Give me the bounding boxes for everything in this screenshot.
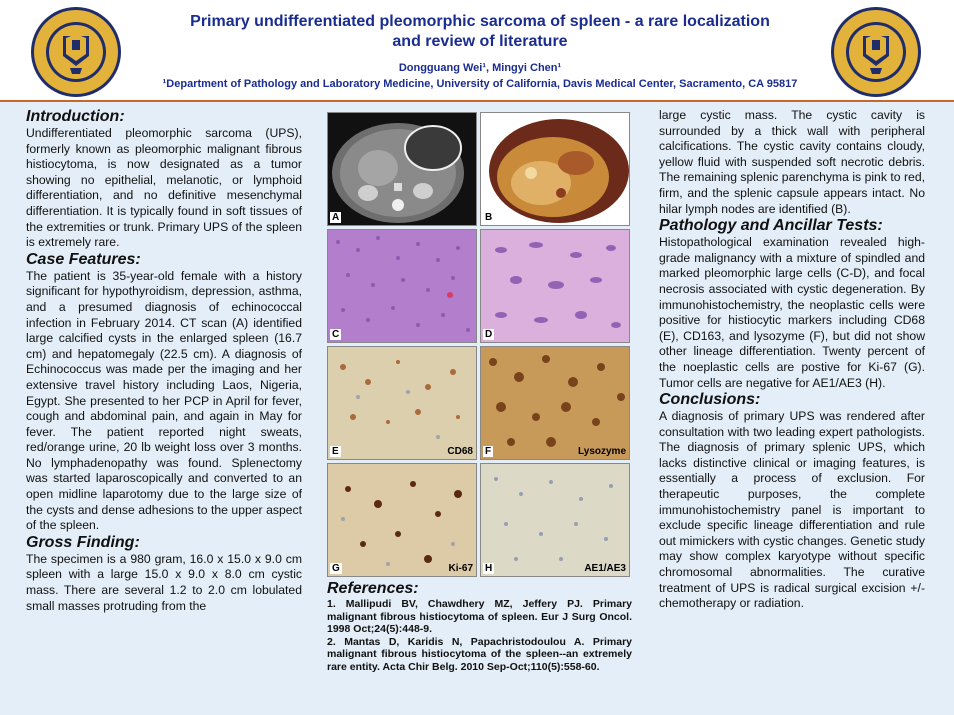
figure-e-label: E: [332, 446, 339, 457]
figure-b-gross-specimen: [480, 112, 630, 226]
left-column: [26, 108, 302, 614]
affiliation: ¹Department of Pathology and Laboratory Medicine, University of California, Davis Medical Center, Sacramento, CA 95817: [162, 78, 798, 90]
figure-grid: [327, 112, 632, 580]
gross-finding-heading: Gross Finding:: [26, 533, 140, 551]
figure-h-ae1ae3-stain: [480, 463, 630, 577]
figure-c-he-low-power: [327, 229, 477, 343]
lysozyme-stain-image: [481, 347, 630, 460]
introduction-heading: Introduction:: [26, 108, 125, 125]
introduction-text: Undifferentiated pleomorphic sarcoma (UPS), formerly known as pleomorphic malignant fibrous histiocytoma, is now designated as a tumor showing no epithelial, melanotic, or lymphoid differentiation, and no definitive mesenchymal differentiation. It is typically found in soft tissues of the extremities or trunk. Primary UPS of the spleen is extremely rare.: [26, 126, 302, 250]
figure-f-marker: Lysozyme: [578, 446, 626, 457]
gross-finding-continued: large cystic mass. The cystic cavity is surrounded by a thick wall with peripheral calcifications. The cystic cavity contains cloudy, yellow fluid with suspended soft necrotic debris. The remaining splenic parenchyma is pink to red, firm, and the splenic capsule appears intact. No hilar lymph nodes are identified (B).: [659, 108, 925, 216]
conclusions-text: A diagnosis of primary UPS was rendered after consultation with two leading expert pathologists. The diagnosis of primary splenic UPS, which lacks distinctive clinical or imaging features, is essentially a process of exclusion. For therapeutic purposes, the complete immunohistochemistry panel is important to exclude specific lineage differentiation and rule out mimickers with cystic changes. Genetic study may show complex karyotype without specific chromosomal abnormalities. The curative treatment of UPS is radical surgical excision +/- chemotherapy or radiation.: [659, 409, 925, 611]
ae1ae3-stain-image: [481, 464, 630, 577]
references-heading: References:: [327, 580, 419, 597]
figure-a-label: A: [332, 212, 340, 223]
figure-h-label: H: [485, 563, 493, 574]
poster-title: [130, 12, 830, 52]
authors: Dongguang Wei¹, Mingyi Chen¹: [398, 62, 562, 74]
figure-d-label: D: [485, 329, 493, 340]
title-line-1: Primary undifferentiated pleomorphic sarcoma of spleen - a rare localization: [190, 13, 770, 30]
title-line-2: and review of literature: [392, 33, 568, 50]
figure-g-marker: Ki-67: [448, 563, 473, 574]
figure-c-label: C: [332, 329, 340, 340]
figure-a-ct-scan: [327, 112, 477, 226]
conclusions-heading: Conclusions:: [659, 391, 761, 409]
poster-body: [0, 102, 954, 715]
he-low-power-image: [328, 230, 477, 343]
ct-scan-image: [328, 113, 477, 226]
figure-d-he-high-power: [480, 229, 630, 343]
figure-f-lysozyme-stain: [480, 346, 630, 460]
pathology-text: Histopathological examination revealed high-grade malignancy with a mixture of spindled and marked pleomorphic large cells (C-D), and focal necrosis associated with cystic degeneration. By immunohistochemistry, the neoplastic cells were positive for histiocytic markers including CD68 (E), CD163, and lysozyme (F), but did not show other lineage differentiation. Twenty percent of the noeplastic cells are postive for Ki-67 (G). Tumor cells are negative for AE1/AE3 (H).: [659, 235, 925, 390]
gross-finding-text: The specimen is a 980 gram, 16.0 x 15.0 x 9.0 cm spleen with a large 15.0 x 9.0 x 8.0 cm cystic mass. There are several 1.2 to 2.0 cm lobulated small masses protruding from the: [26, 551, 302, 613]
he-high-power-image: [481, 230, 630, 343]
right-column: [659, 108, 925, 612]
figure-f-label: F: [485, 446, 492, 457]
figure-b-label: B: [485, 212, 493, 223]
figure-g-label: G: [332, 563, 340, 574]
poster-header: [0, 0, 954, 100]
reference-1: 1. Mallipudi BV, Chawdhery MZ, Jeffery PJ. Primary malignant fibrous histiocytoma of spleen. Eur J Surg Oncol. 1998 Oct;24(5):448-9.: [327, 598, 632, 636]
case-features-heading: Case Features:: [26, 250, 141, 268]
references-section: [327, 580, 632, 674]
ki67-stain-image: [328, 464, 477, 577]
cd68-stain-image: [328, 347, 477, 460]
case-features-text: The patient is 35-year-old female with a history significant for hypothyroidism, depression, asthma, and a presumed diagnosis of echinococcal infection in February 2014. CT scan (A) identified large calcified cysts in the enlarged spleen (16.7 cm) and hepatomegaly (22.5 cm). A diagnosis of Echinococcus was made per the imaging and her extensive travel history including Laos, Nigeria, Egypt. She presented to her PCP in April for fever, cough and abdominal pain, and again in May for fever. The patient reported night sweats, red/orange urine, 20 lb weight loss over 3 months. No lymphadenopathy was found. Splenectomy was started laparoscopically and converted to an open midline laparotomy due to the large size of the cysts and dense adhesions to the upper aspect of the spleen.: [26, 268, 302, 533]
uc-davis-seal-logo-right: [830, 6, 922, 98]
reference-2: 2. Mantas D, Karidis N, Papachristodoulou A. Primary malignant fibrous histiocytoma of the spleen--an extremely rare entity. Acta Chir Belg. 2010 Sep-Oct;110(5):558-60.: [327, 635, 632, 673]
pathology-heading: Pathology and Ancillar Tests:: [659, 217, 883, 235]
gross-specimen-image: [481, 113, 630, 226]
figure-g-ki67-stain: [327, 463, 477, 577]
figure-h-marker: AE1/AE3: [584, 563, 626, 574]
figure-e-cd68-stain: [327, 346, 477, 460]
uc-davis-seal-logo-left: [30, 6, 122, 98]
figure-e-marker: CD68: [447, 446, 473, 457]
